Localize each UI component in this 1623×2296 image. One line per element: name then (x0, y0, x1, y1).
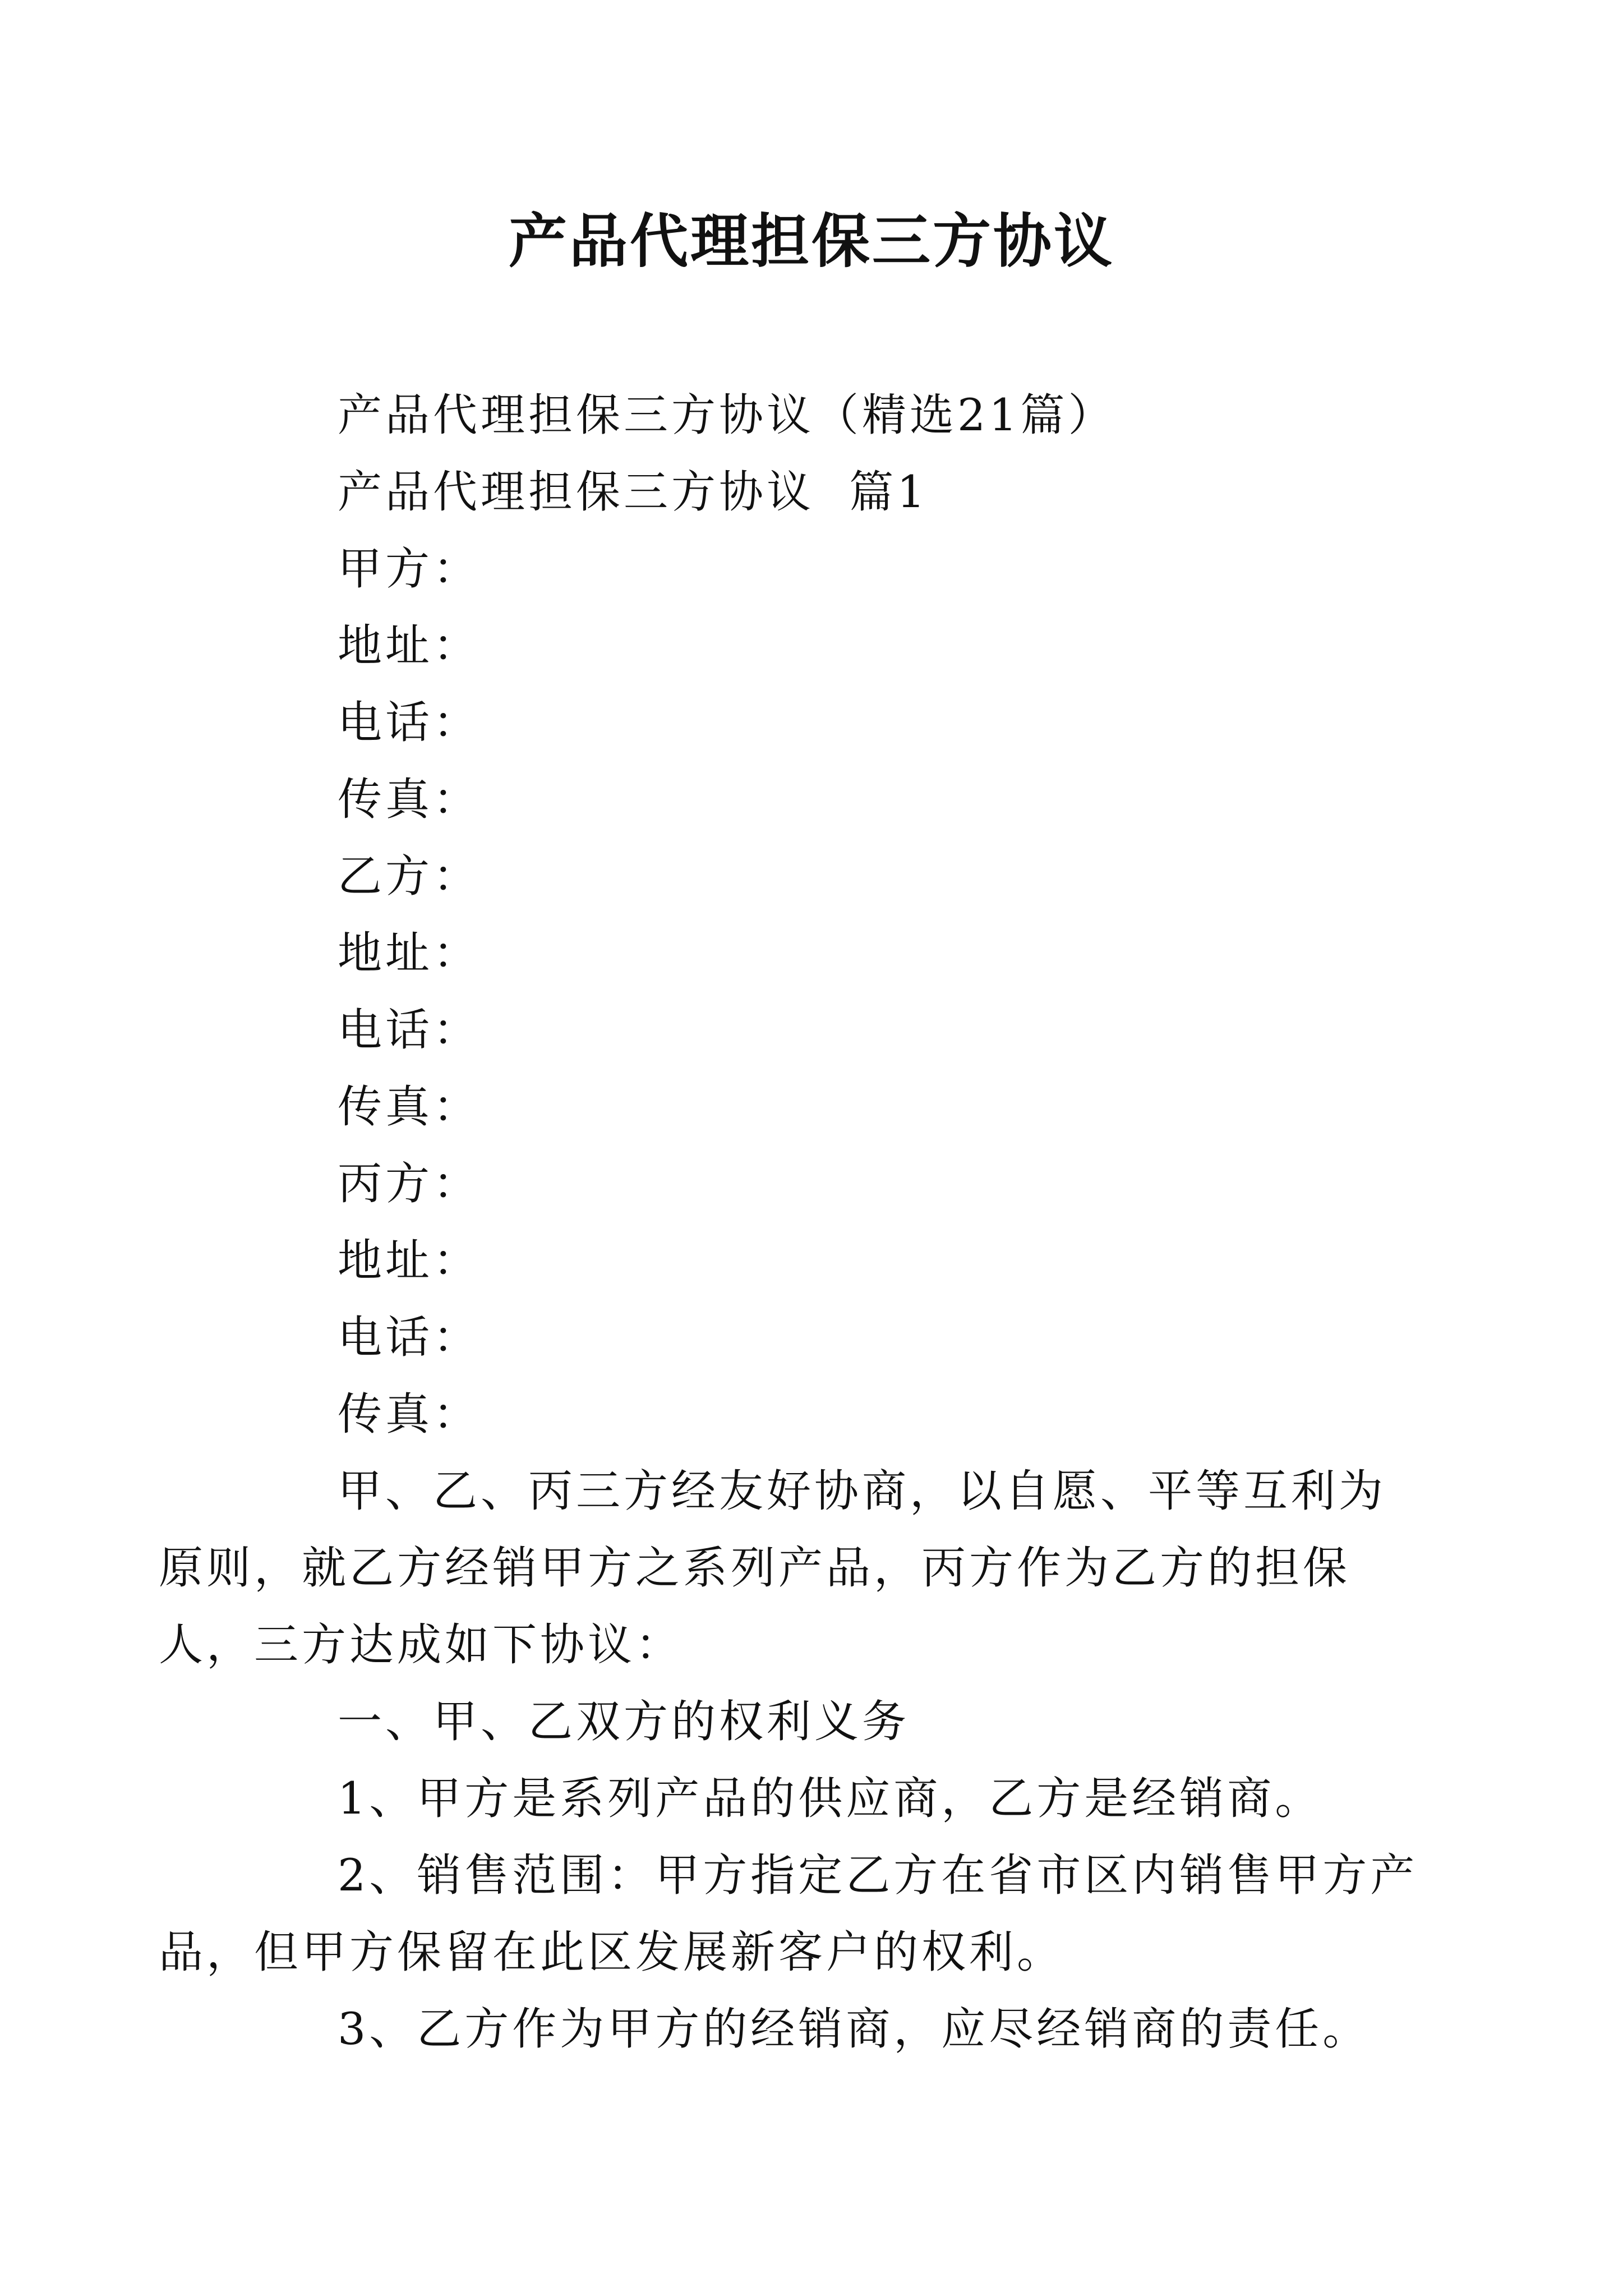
clause-1-2: 2、销售范围：甲方指定乙方在省市区内销售甲方产品，但甲方保留在此区发展新客户的权利。 (159, 1849, 1418, 1978)
clause-1-1: 1、甲方是系列产品的供应商，乙方是经销商。 (338, 1773, 1323, 1824)
party-b-fax: 传真： (338, 1081, 481, 1133)
party-a-phone: 电话： (338, 697, 481, 748)
document-body (159, 377, 1421, 2068)
party-a-fax: 传真： (338, 774, 481, 825)
preamble-paragraph: 甲、乙、丙三方经友好协商，以自愿、平等互利为原则，就乙方经销甲方之系列产品，丙方作为乙方的担保人，三方达成如下协议： (159, 1465, 1386, 1671)
section-heading: 产品代理担保三方协议 篇1 (338, 466, 929, 518)
party-c-fax: 传真： (338, 1388, 481, 1440)
party-a-label: 甲方： (338, 543, 481, 595)
party-b-label: 乙方： (338, 850, 481, 902)
document-title: 产品代理担保三方协议 (508, 206, 1114, 275)
party-a-address: 地址： (338, 620, 481, 671)
party-b-address: 地址： (338, 927, 481, 979)
party-c-phone: 电话： (338, 1312, 481, 1363)
clause-1-3: 3、乙方作为甲方的经销商，应尽经销商的责任。 (338, 2003, 1371, 2055)
party-b-phone: 电话： (338, 1004, 481, 1056)
party-c-address: 地址： (338, 1235, 481, 1286)
subtitle-line: 产品代理担保三方协议（精选21篇） (338, 389, 1116, 441)
party-c-label: 丙方： (338, 1158, 481, 1209)
clause-heading-1: 一、甲、乙双方的权利义务 (338, 1696, 910, 1747)
